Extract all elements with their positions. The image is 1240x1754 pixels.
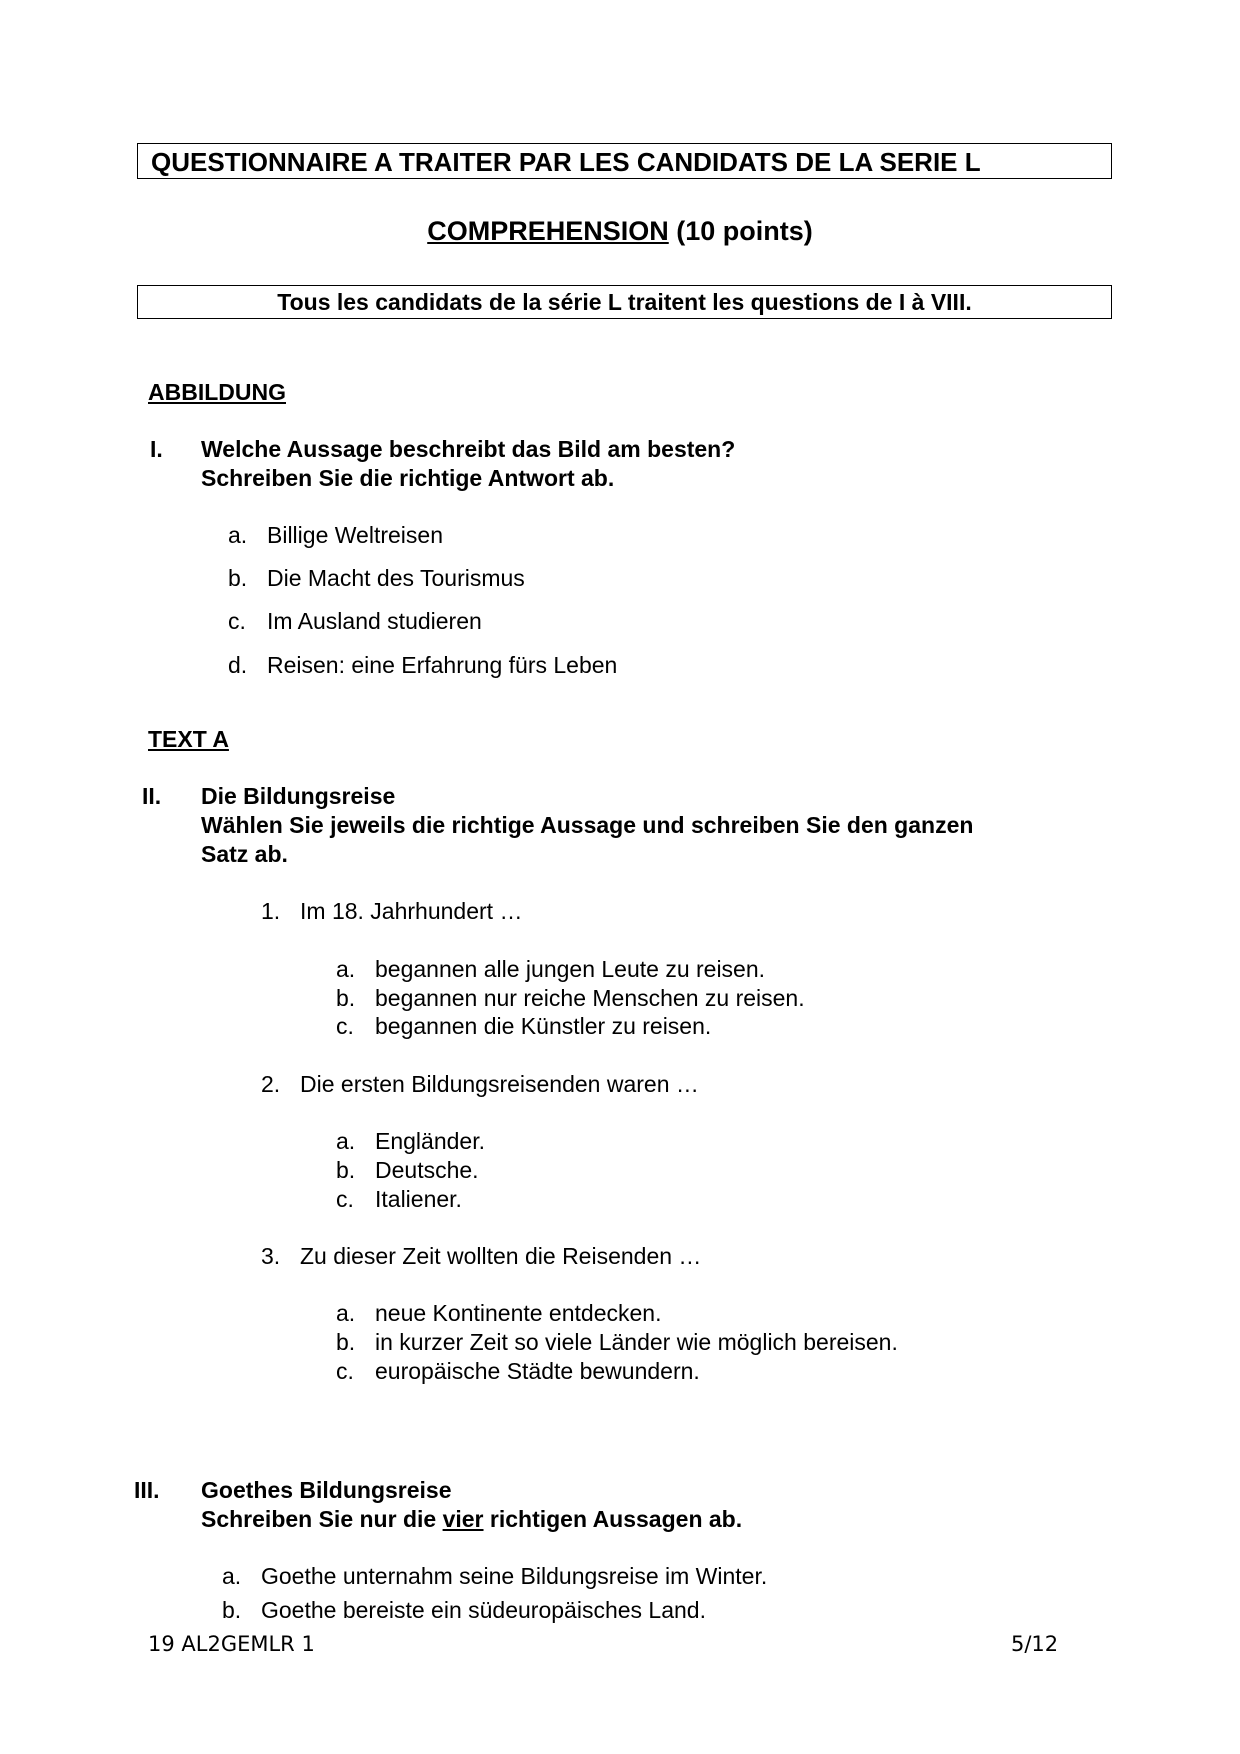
q2-option-text: begannen alle jungen Leute zu reisen.	[375, 956, 766, 982]
q2-item-stem: Im 18. Jahrhundert …	[300, 898, 523, 924]
q1-option-letter: d.	[228, 652, 248, 678]
question-1-line-2: Schreiben Sie die richtige Antwort ab.	[201, 465, 615, 491]
q2-option-text: Italiener.	[375, 1186, 462, 1212]
q1-option-letter: c.	[228, 608, 246, 634]
q2-option-letter: b.	[336, 985, 356, 1011]
q3-option-letter: a.	[222, 1563, 242, 1589]
q2-item-number: 1.	[261, 898, 281, 924]
section-heading-text-a: TEXT A	[148, 726, 229, 752]
q2-item-number: 2.	[261, 1071, 281, 1097]
q2-item-stem: Die ersten Bildungsreisenden waren …	[300, 1071, 699, 1097]
document-title-box	[137, 143, 1112, 179]
q1-option-text: Reisen: eine Erfahrung fürs Leben	[267, 652, 618, 678]
q2-option-text: europäische Städte bewundern.	[375, 1358, 700, 1384]
q2-option-text: begannen die Künstler zu reisen.	[375, 1013, 712, 1039]
question-1-line-1: Welche Aussage beschreibt das Bild am besten?	[201, 436, 736, 462]
q2-option-text: neue Kontinente entdecken.	[375, 1300, 662, 1326]
q2-item-stem: Zu dieser Zeit wollten die Reisenden …	[300, 1243, 702, 1269]
question-2-title: Die Bildungsreise	[201, 783, 396, 809]
instruction-box	[137, 285, 1112, 319]
question-3-title: Goethes Bildungsreise	[201, 1477, 452, 1503]
q2-option-letter: c.	[336, 1358, 354, 1384]
q3-option-letter: b.	[222, 1597, 242, 1623]
footer-code: 19 AL2GEMLR 1	[148, 1632, 315, 1656]
q1-option-text: Im Ausland studieren	[267, 608, 482, 634]
q2-option-text: in kurzer Zeit so viele Länder wie möglich bereisen.	[375, 1329, 898, 1355]
q3-option-text: Goethe bereiste ein südeuropäisches Land.	[261, 1597, 706, 1623]
q2-option-text: Deutsche.	[375, 1157, 479, 1183]
comprehension-heading	[0, 216, 1240, 247]
question-3-instruction	[201, 1504, 742, 1534]
comprehension-word: COMPREHENSION	[427, 216, 669, 246]
q2-option-letter: a.	[336, 1300, 356, 1326]
question-number-3: III.	[134, 1477, 160, 1503]
q1-option-letter: b.	[228, 565, 248, 591]
comprehension-points: (10 points)	[676, 216, 813, 246]
question-2-line-2: Satz ab.	[201, 841, 288, 867]
q1-option-letter: a.	[228, 522, 248, 548]
q2-option-letter: a.	[336, 956, 356, 982]
question-3-instruction-before: Schreiben Sie nur die	[201, 1506, 443, 1532]
question-2-line-1: Wählen Sie jeweils die richtige Aussage und schreiben Sie den ganzen	[201, 812, 974, 838]
question-3-instruction-emphasis: vier	[442, 1506, 484, 1532]
question-number-2: II.	[142, 783, 162, 809]
q3-option-text: Goethe unternahm seine Bildungsreise im Winter.	[261, 1563, 768, 1589]
q1-option-text: Billige Weltreisen	[267, 522, 443, 548]
q1-option-text: Die Macht des Tourismus	[267, 565, 525, 591]
q2-option-text: begannen nur reiche Menschen zu reisen.	[375, 985, 805, 1011]
q2-option-letter: a.	[336, 1128, 356, 1154]
q2-option-letter: c.	[336, 1013, 354, 1039]
q2-item-number: 3.	[261, 1243, 281, 1269]
q2-option-letter: b.	[336, 1157, 356, 1183]
instruction-text: Tous les candidats de la série L traitent les questions de I à VIII.	[277, 289, 972, 315]
question-3-instruction-after: richtigen Aussagen ab.	[483, 1506, 743, 1532]
question-number-1: I.	[150, 436, 163, 462]
q2-option-letter: c.	[336, 1186, 354, 1212]
document-title: QUESTIONNAIRE A TRAITER PAR LES CANDIDATS DE LA SERIE L	[151, 147, 981, 177]
section-heading-abbildung: ABBILDUNG	[148, 379, 286, 405]
q2-option-text: Engländer.	[375, 1128, 485, 1154]
q2-option-letter: b.	[336, 1329, 356, 1355]
page-number: 5/12	[1011, 1632, 1059, 1656]
